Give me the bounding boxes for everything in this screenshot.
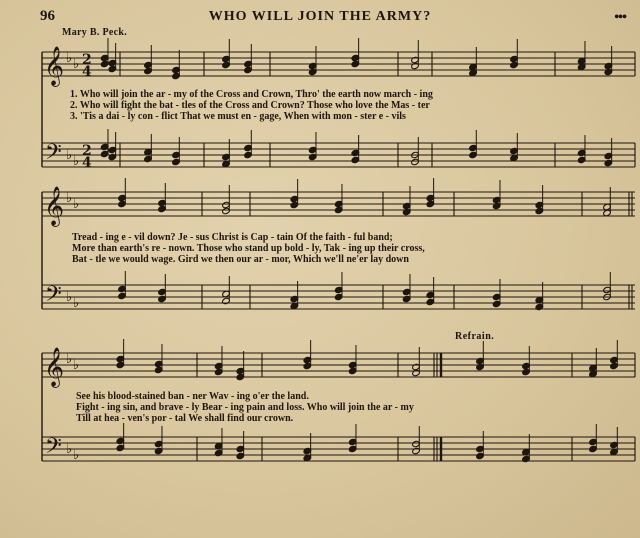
flat-sign: ♭ — [73, 57, 80, 72]
bass-clef: 𝄢 — [45, 140, 62, 170]
lyric-line: Bat - tle we would wage. Gird we then our ar - mor, Which we'll ne'er lay down — [72, 254, 409, 265]
time-signature-upper: 2 — [82, 52, 92, 68]
lyric-line: 3. 'Tis a dai - ly con - flict That we must en - gage, When with mon - ster e - vils — [70, 111, 406, 122]
time-signature-lower: 4 — [82, 155, 92, 171]
lyrics-system-3 — [76, 391, 414, 424]
lyric-line: More than earth's re - nown. Those who stand up bold - ly, Tak - ing up their cross, — [72, 243, 425, 254]
lyrics-system-1 — [70, 89, 433, 122]
lyric-line: Fight - ing sin, and brave - ly Bear - ing pain and loss. Who will join the ar - my — [76, 402, 414, 413]
lyric-line: See his blood-stained ban - ner Wav - ing o'er the land. — [76, 391, 309, 402]
flat-sign: ♭ — [66, 442, 73, 457]
lyric-line: 2. Who will fight the bat - tles of the Cross and Crown? Those who love the Mas - ter — [70, 100, 430, 111]
flat-sign: ♭ — [73, 296, 80, 311]
lyrics-system-2 — [72, 232, 425, 265]
lyric-line: Till at hea - ven's por - tal We shall find our crown. — [76, 413, 294, 424]
time-signature-lower: 4 — [82, 64, 92, 80]
page-number: 96 — [40, 8, 55, 24]
flat-sign: ♭ — [66, 148, 73, 163]
flat-sign: ♭ — [66, 51, 73, 66]
flat-sign: ♭ — [73, 197, 80, 212]
flat-sign: ♭ — [66, 352, 73, 367]
refrain-label: Refrain. — [455, 331, 495, 342]
hymn-title: WHO WILL JOIN THE ARMY? — [208, 9, 432, 24]
bass-clef: 𝄢 — [45, 282, 62, 312]
page-ornament: ••• — [614, 10, 626, 25]
treble-clef: 𝄞 — [44, 186, 65, 226]
time-signature-upper: 2 — [82, 143, 92, 159]
lyric-line: Tread - ing e - vil down? Je - sus Christ is Cap - tain Of the faith - ful band; — [72, 232, 393, 243]
treble-clef: 𝄞 — [44, 347, 65, 387]
flat-sign: ♭ — [66, 191, 73, 206]
bass-clef: 𝄢 — [45, 434, 62, 464]
flat-sign: ♭ — [66, 290, 73, 305]
flat-sign: ♭ — [73, 154, 80, 169]
treble-clef: 𝄞 — [44, 46, 65, 86]
flat-sign: ♭ — [73, 358, 80, 373]
author-credit: Mary B. Peck. — [62, 27, 127, 38]
flat-sign: ♭ — [73, 448, 80, 463]
lyric-line: 1. Who will join the ar - my of the Cross and Crown, Thro' the earth now march - ing — [70, 89, 433, 100]
